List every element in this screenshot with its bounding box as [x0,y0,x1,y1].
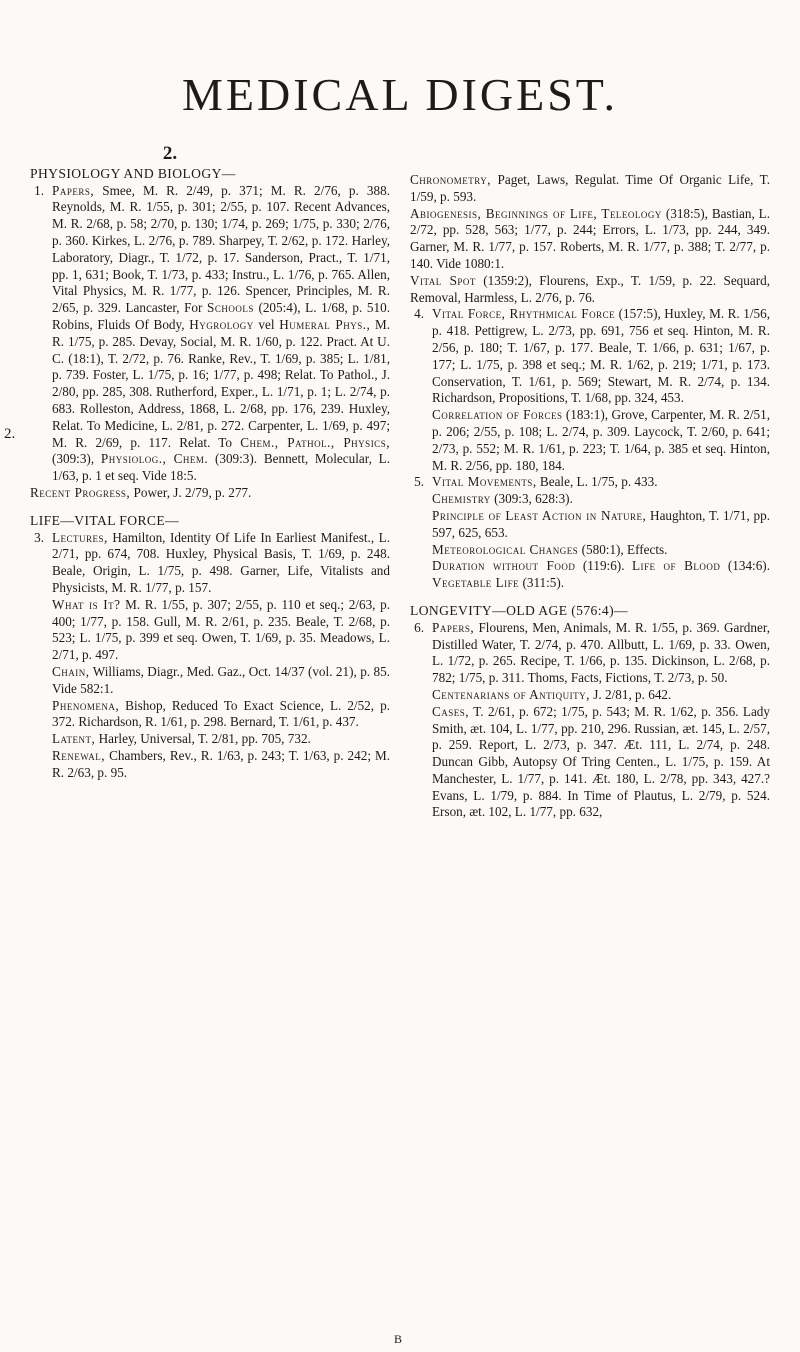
entry-lead: Papers, [432,619,475,635]
entry-least-action [410,508,770,542]
entry-lead: Chem., Pathol., Physics, [240,434,390,450]
entry-lead: Renewal, [52,747,106,763]
entry-text: (183:1), Grove, Carpenter, M. R. 2/51, p. 206; 2/55, p. 108; L. 2/74, p. 309. Laycock, T. 2/60, p. 641; 2/73, p. 552; M. R. 1/61, p. 223; T. 1/64, p. 385 et seq. Hinton, M. R. 2/56, pp. 180, 184. [432,407,770,473]
entry-lead: Humeral Phys., [279,316,371,332]
entry-lead: Papers, [52,182,95,198]
entry-text: M. R. 1/55, p. 307; 2/55, p. 110 et seq.; 2/63, p. 400; 1/77, p. 158. Gull, M. R. 2/61, p. 235. Beale, T. 2/68, p. 523; L. 1/75, p. 399 et seq. Owen, T. 1/69, p. 35. Meadows, L. 2/71, p. 497. [52,596,390,663]
entry-text: Beale, L. 1/75, p. 433. [536,474,658,490]
entry-text: (309:3). Bennett, Molecular, L. 1/63, p. 1 et seq. Vide 18:5. [52,451,390,484]
left-column [30,143,390,781]
entry-lead: Cases, [432,703,470,719]
entry-duration [410,558,770,592]
entry-vital-spot [410,273,770,307]
entry-text: (311:5). [519,575,565,591]
entry-lead: Schools [207,300,254,316]
entry-lead: Life of Blood [632,558,721,574]
entry-lead: Hygrology [189,316,254,332]
entry-number: 4. [414,306,424,322]
entry-lead: Duration without Food [432,558,576,574]
entry-text: Hamilton, Identity Of Life In Earliest Manifest., L. 2/71, pp. 674, 708. Huxley, Physical Basis, T. 1/69, p. 248. Beale, Origin, L. 1/75, p. 498. Garner, Life, Vitalists and Physicists, M. R. 1/77, p. 157. [52,529,390,595]
entry-number: 6. [414,619,424,635]
entry-number: 3. [34,529,44,545]
entry-papers-longevity [410,620,770,687]
entry-lead: Centenarians of Antiquity, [432,686,590,702]
entry-chronometry [410,172,770,206]
page-number: 2. [162,143,178,164]
entry-chemistry [410,491,770,508]
entry-meteorological [410,542,770,559]
entry-abiogenesis [410,206,770,273]
entry-text: Chambers, Rev., R. 1/63, p. 243; T. 1/63, p. 242; M. R. 2/63, p. 95. [52,747,390,780]
entry-lead: Lectures, [52,529,108,545]
entry-papers-physiology [30,183,390,485]
entry-text: M. R. 1/75, p. 285. Devay, Social, M. R. 1/60, p. 122. Pract. At U. C. (18:1), T. 2/72, p. 76. Ranke, Rev., T. 1/69, p. 385; L. 1/81, p. 739. Foster, L. 1/75, p. 16; 1/77, p. 498; Relat. To Pathol., J. 2/80, pp. 285, 308. Rutherford, Exper., L. 1/71, p. 1; L. 2/74, p. 683. Rolleston, Address, 1868, L. 2/68, pp. 176, 239. Huxley, Relat. To Medicine, L. 2/81, p. 272. Carpenter, L. 1/69, p. 497; M. R. 2/69, p. 117. Relat. To [52,316,390,450]
entry-latent [30,731,390,748]
entry-lead: Vegetable Life [432,575,520,591]
entry-text: Power, J. 2/79, p. 277. [130,484,252,500]
entry-text: (134:6). [720,558,770,574]
entry-text: Haughton, T. 1/71, pp. 597, 625, 653. [432,507,770,540]
entry-number: 1. [34,182,44,198]
entry-lead: Physiolog., Chem. [100,451,209,467]
entry-text: (119:6). [575,558,632,574]
section-heading-physiology: PHYSIOLOGY AND BIOLOGY— [30,165,236,181]
entry-lead: Correlation of Forces [432,407,563,423]
entry-lead: Vital Force, Rhythmical Force [432,306,616,322]
entry-lead: Vital Movements, [432,474,537,490]
entry-text: (318:5), Bastian, L. 2/72, pp. 528, 563; 1/77, p. 244; Errors, L. 1/73, pp. 244, 349. Garner, M. R. 1/77, p. 157. Roberts, M. R. 1/77, p. 388; T. 2/77, p. 140. Vide 1080:1. [410,205,771,271]
entry-lead: Phenomena, [52,697,120,713]
entry-text: Flourens, Men, Animals, M. R. 1/55, p. 369. Gardner, Distilled Water, T. 2/74, p. 470. Allbutt, L. 1/69, p. 33. Owen, L. 1/72, p. 265. Recipe, T. 1/66, p. 135. Dickinson, L. 2/68, p. 782; 1/75, p. 311. Thoms, Facts, Fictions, T. 2/73, p. 50. [432,619,770,686]
entry-text: J. 2/81, p. 642. [589,686,672,702]
entry-lead: Abiogenesis, Beginnings of Life, Teleology [410,205,662,221]
entry-text: (157:5), Huxley, M. R. 1/56, p. 418. Pettigrew, L. 2/73, pp. 691, 756 et seq. Hinton, M. R. 2/56, p. 180; T. 1/67, p. 177. Beale, T. 1/66, p. 631; 1/67, p. 177; L. 1/75, p. 398 et seq.; M. R. 1/62, p. 219; 1/71, p. 173. Conservation, T. 1/61, p. 569; Stewart, M. R. 2/74, p. 134. Richardson, Propositions, T. 1/68, pp. 324, 453. [432,306,770,406]
entry-lead: Principle of Least Action in Nature, [432,507,647,523]
entry-phenomena [30,698,390,732]
entry-chain [30,664,390,698]
entry-text: Paget, Laws, Regulat. Time Of Organic Life, T. 1/59, p. 593. [410,172,770,204]
entry-text: vel [253,316,280,332]
entry-text: (1359:2), Flourens, Exp., T. 1/59, p. 22. Sequard, Removal, Harmless, L. 2/76, p. 76. [410,272,770,305]
entry-lead: Recent Progress, [30,484,131,500]
entry-correlation [410,407,770,474]
entry-lead: Chronometry, [410,172,492,187]
entry-cases [410,704,770,822]
entry-lead: Chain, [52,663,90,679]
entry-lead: Chemistry [432,491,491,507]
entry-recent-progress [30,485,390,502]
entry-lead: Latent, [52,731,96,747]
entry-vital-force [410,306,770,407]
section-heading-life: LIFE—VITAL FORCE— [30,512,180,528]
page-title: MEDICAL DIGEST. [182,69,618,120]
entry-lectures [30,530,390,597]
entry-number: 5. [414,474,424,490]
entry-renewal [30,748,390,782]
entry-vital-movements [410,474,770,491]
entry-lead: Vital Spot [410,272,476,288]
entry-text: (580:1), Effects. [578,541,668,557]
entry-text: (205:4), L. 1/68, p. 510. Robins, Fluids Of Body, [52,300,390,332]
entry-lead: What is It? [52,596,121,612]
right-column [410,172,770,821]
entry-text: Harley, Universal, T. 2/81, pp. 705, 732. [95,731,311,747]
entry-text: Bishop, Reduced To Exact Science, L. 2/52, p. 372. Richardson, R. 1/61, p. 298. Bernard, T. 1/61, p. 437. [52,697,390,730]
entry-text: T. 2/61, p. 672; 1/75, p. 543; M. R. 1/62, p. 356. Lady Smith, æt. 104, L. 1/77, pp. 210, 296. Russian, æt. 145, L. 2/57, p. 259. Report, L. 2/73, p. 347. Æt. 111, L. 2/74, p. 248. Duncan Gibb, Autopsy Of Tring Centen., L. 1/75, p. 159. At Manchester, L. 1/77, p. 141. Æt. 180, L. 2/78, pp. 343, 427.? Evans, L. 1/79, p. 884. In Time of Plautus, L. 2/79, p. 524. Erson, æt. 102, L. 1/77, pp. 632, [432,703,770,820]
entry-lead: Meteorological Changes [432,541,579,557]
entry-text: (309:3, 628:3). [490,491,573,507]
entry-centenarians [410,687,770,704]
entry-text: (309:3), [52,451,101,467]
entry-what-is-it [30,597,390,664]
signature-mark: B [394,1332,403,1346]
section-heading-longevity: LONGEVITY—OLD AGE (576:4)— [410,602,629,618]
entry-text: Williams, Diagr., Med. Gaz., Oct. 14/37 (vol. 21), p. 85. Vide 582:1. [52,663,390,696]
margin-section-mark: 2. [4,426,16,442]
entry-text: Smee, M. R. 2/49, p. 371; M. R. 2/76, p. 388. Reynolds, M. R. 1/55, p. 301; 2/55, p. 107. Recent Advances, M. R. 2/68, p. 58; 2/70, p. 130; 1/74, p. 269; 1/75, p. 330; 2/76, p. 360. Kirkes, L. 2/76, p. 789. Sharpey, T. 2/62, p. 172. Harley, Laboratory, Diagr., T. 1/72, p. 17. Sanderson, Pract., T. 1/71, pp. 1, 631; Book, T. 1/73, p. 433; Instru., L. 1/76, p. 765. Allen, Vital Physics, M. R. 1/77, p. 126. Spencer, Principles, M. R. 2/65, p. 329. Lancaster, For [52,182,390,316]
